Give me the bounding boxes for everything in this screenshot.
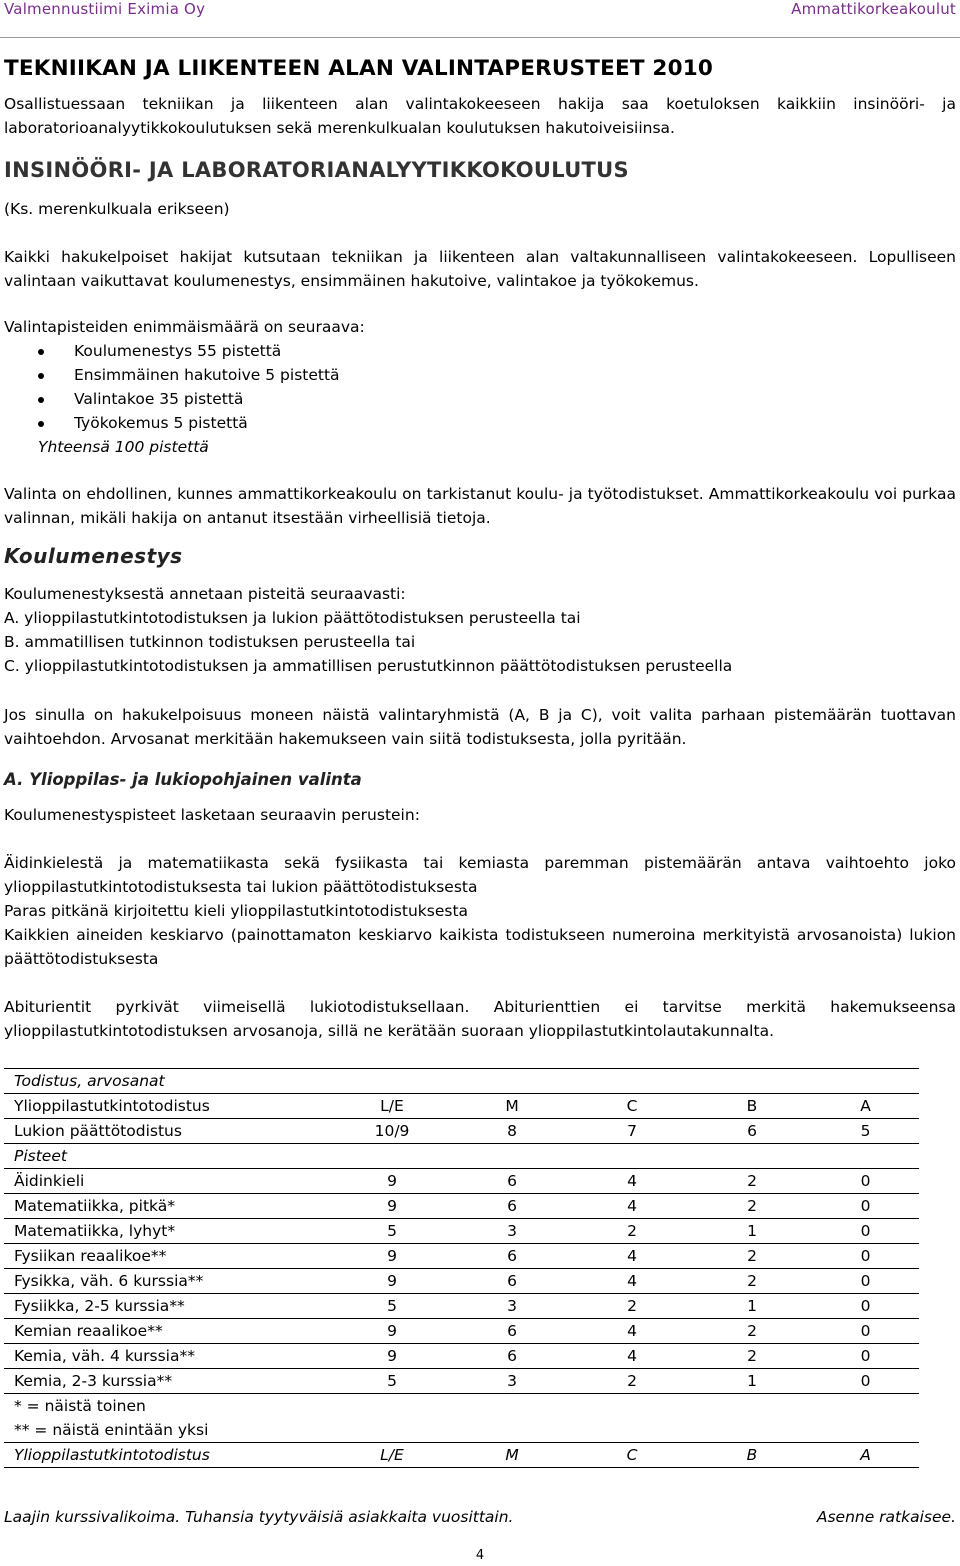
option-a: A. ylioppilastutkintotodistuksen ja lukion päättötodistuksen perusteella tai [4,609,581,627]
list-item: Koulumenestys 55 pistettä [4,339,340,363]
list-item: Työkokemus 5 pistettä [4,411,340,435]
option-b: B. ammatillisen tutkinnon todistuksen perusteella tai [4,633,416,651]
header-company: Valmennustiimi Eximia Oy [4,0,206,18]
table-points-caption-row: Pisteet [4,1144,919,1169]
table-row: Lukion päättötodistus 10/9 8 7 6 5 [4,1119,919,1144]
table-row: Kemia, väh. 4 kurssia** 9 6 4 2 0 [4,1344,919,1369]
table-row: Kemian reaalikoe** 9 6 4 2 0 [4,1319,919,1344]
criteria-3: Kaikkien aineiden keskiarvo (painottamaton keskiarvo kaikista todistukseen numeroina merkityistä arvosanoista) lukion päättötodistuksesta [4,926,956,968]
table-row: Ylioppilastutkintotodistus L/E M C B A [4,1094,919,1119]
choice-paragraph: Jos sinulla on hakukelpoisuus moneen näistä valintaryhmistä (A, B ja C), voit valita parhaan pistemäärän tuottavan vaihtoehdon. Arvosanat merkitään hakemukseen vain siitä todistuksesta, jolla pyritään. [4,706,956,748]
table-row: Fysiikan reaalikoe** 9 6 4 2 0 [4,1244,919,1269]
max-points-intro: Valintapisteiden enimmäismäärä on seuraava: [4,318,365,336]
selection-paragraph: Kaikki hakukelpoiset hakijat kutsutaan tekniikan ja liikenteen alan valtakunnalliseen valintakokeeseen. Lopulliseen valintaan vaikuttavat koulumenestys, ensimmäinen hakutoive, valintakoe ja työkokemus. [4,248,956,290]
section-note: (Ks. merenkulkuala erikseen) [4,200,230,218]
criteria-2: Paras pitkänä kirjoitettu kieli ylioppilastutkintotodistuksesta [4,902,469,920]
bullet-icon [38,349,44,355]
koulumenestys-intro: Koulumenestyksestä annetaan pisteitä seuraavasti: [4,585,406,603]
table-caption-row: Todistus, arvosanat [4,1069,919,1094]
page-number: 4 [475,1548,485,1563]
bullet-icon [38,373,44,379]
option-c: C. ylioppilastutkintotodistuksen ja ammatillisen perustutkinnon päättötodistuksen perusteella [4,657,733,675]
criteria-1: Äidinkielestä ja matematiikasta sekä fysiikasta tai kemiasta paremman pistemäärän antava vaihtoehto joko ylioppilastutkintotodistuksesta tai lukion päättötodistuksesta [4,854,956,896]
table-row: Fysikka, väh. 6 kurssia** 9 6 4 2 0 [4,1269,919,1294]
abiturient-paragraph: Abiturientit pyrkivät viimeisellä lukiotodistuksellaan. Abiturienttien ei tarvitse merkitä hakemukseensa ylioppilastutkintotodistuksen arvosanoja, sillä ne kerätään suoraan ylioppilastutkintolautakunnalta. [4,998,956,1040]
section-a-heading: A. Ylioppilas- ja lukiopohjainen valinta [4,770,362,789]
list-item: Ensimmäinen hakutoive 5 pistettä [4,363,340,387]
table-row: Fysiikka, 2-5 kurssia** 5 3 2 1 0 [4,1294,919,1319]
document-title: TEKNIIKAN JA LIIKENTEEN ALAN VALINTAPERUSTEET 2010 [4,56,714,81]
table-row: Äidinkieli 9 6 4 2 0 [4,1169,919,1194]
section-heading-engineering: INSINÖÖRI- JA LABORATORIANALYYTIKKOKOULUTUS [4,158,629,182]
header-divider [0,37,960,38]
bullet-icon [38,397,44,403]
table-row: Matematiikka, pitkä* 9 6 4 2 0 [4,1194,919,1219]
table-note-row: ** = näistä enintään yksi [4,1418,919,1443]
header-category: Ammattikorkeakoulut [791,0,956,18]
intro-paragraph: Osallistuessaan tekniikan ja liikenteen alan valintakokeeseen hakija saa koetuloksen kaikkiin insinööri- ja laboratorioanalyytikkokoulutuksen sekä merenkulkualan koulutuksen hakutoiveisiinsa. [4,95,956,137]
bullet-icon [38,421,44,427]
table-row: Kemia, 2-3 kurssia** 5 3 2 1 0 [4,1369,919,1394]
points-table [4,1068,919,1468]
conditional-paragraph: Valinta on ehdollinen, kunnes ammattikorkeakoulu on tarkistanut koulu- ja työtodistukset. Ammattikorkeakoulu voi purkaa valinnan, mikäli hakija on antanut itsestään virheellisiä tietoja. [4,485,956,527]
footer-slogan: Laajin kurssivalikoima. Tuhansia tyytyväisiä asiakkaita vuosittain. [4,1508,514,1526]
table-row: Ylioppilastutkintotodistus L/E M C B A [4,1443,919,1468]
footer-tagline: Asenne ratkaisee. [816,1508,956,1526]
points-total: Yhteensä 100 pistettä [38,438,209,456]
koulumenestys-options [4,582,956,678]
list-item: Valintakoe 35 pistettä [4,387,340,411]
table-note-row: * = näistä toinen [14,1397,146,1415]
max-points-list [4,339,340,435]
koulumenestys-heading: Koulumenestys [4,544,183,568]
section-a-intro: Koulumenestyspisteet lasketaan seuraavin perustein: [4,806,420,824]
table-row: Matematiikka, lyhyt* 5 3 2 1 0 [4,1219,919,1244]
